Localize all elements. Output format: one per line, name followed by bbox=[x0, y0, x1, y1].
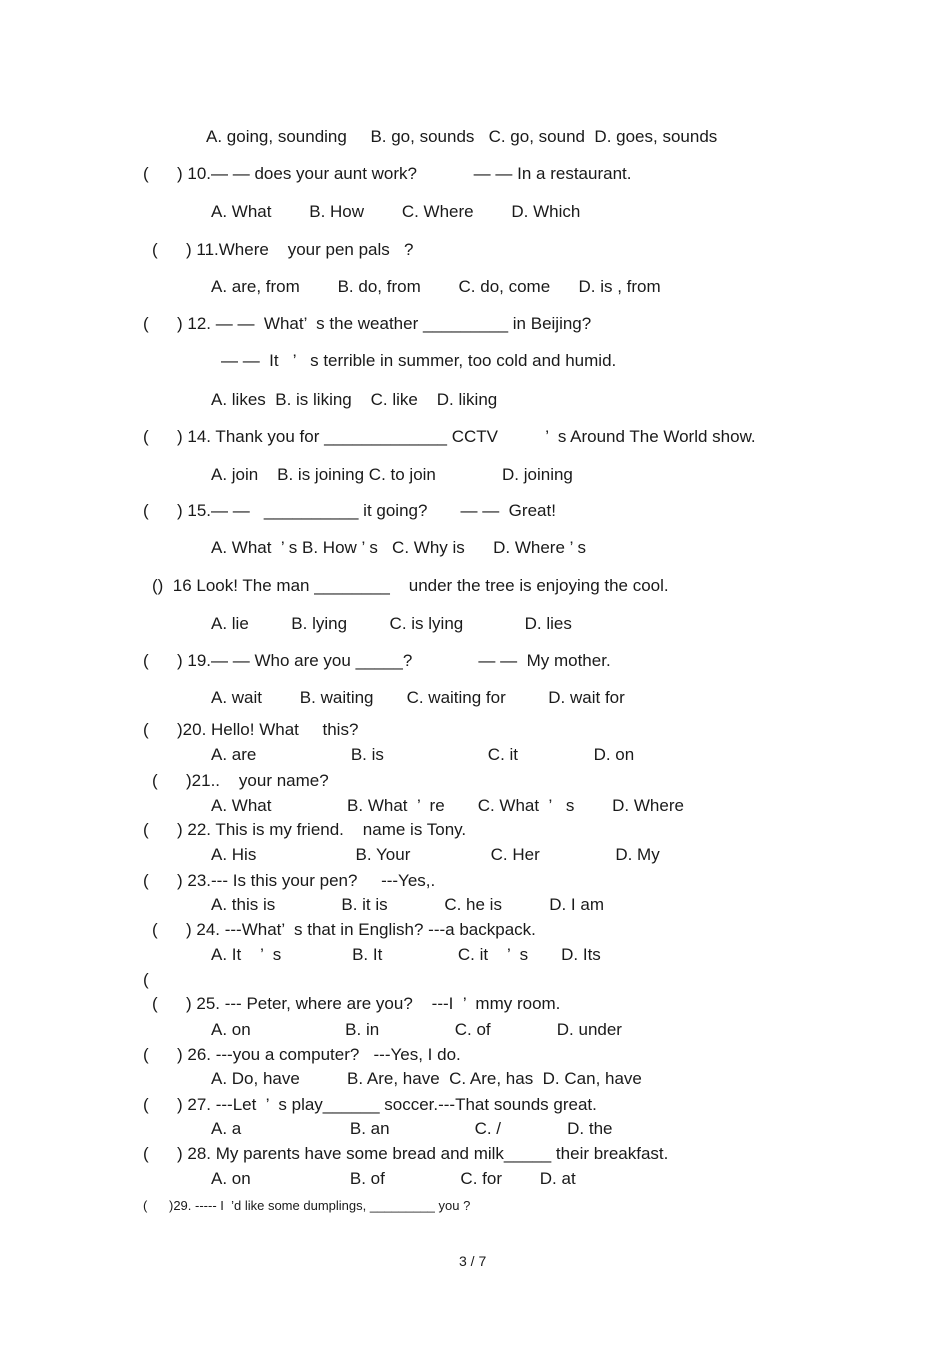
q25-question: ( ) 25. --- Peter, where are you? ---I ’ mmy room. bbox=[152, 994, 561, 1013]
q20-question: ( )20. Hello! What this? bbox=[143, 720, 359, 739]
q15-options: A. What ’ s B. How ’ s C. Why is D. Where ’ s bbox=[211, 538, 587, 557]
q22-question: ( ) 22. This is my friend. name is Tony. bbox=[143, 820, 467, 839]
q9-options: A. going, sounding B. go, sounds C. go, sound D. goes, sounds bbox=[206, 127, 718, 146]
q21-options: A. What B. What ’ re C. What ’ s D. Where bbox=[211, 796, 684, 815]
q12-dialogue: — — It ’ s terrible in summer, too cold and humid. bbox=[221, 351, 617, 370]
q26-question: ( ) 26. ---you a computer? ---Yes, I do. bbox=[143, 1045, 461, 1064]
q24-question: ( ) 24. ---What’ s that in English? ---a backpack. bbox=[152, 920, 536, 939]
q19-question: ( ) 19.— — Who are you _____? — — My mother. bbox=[143, 651, 611, 670]
q23-options: A. this is B. it is C. he is D. I am bbox=[211, 895, 604, 914]
q12-question: ( ) 12. — — What’ s the weather _________ in Beijing? bbox=[143, 314, 592, 333]
q24-options: A. It ’ s B. It C. it ’ s D. Its bbox=[211, 945, 601, 964]
q14-question: ( ) 14. Thank you for _____________ CCTV ’ s Around The World show. bbox=[143, 427, 756, 446]
q22-options: A. His B. Your C. Her D. My bbox=[211, 845, 660, 864]
q27-question: ( ) 27. ---Let ’ s play______ soccer.---That sounds great. bbox=[143, 1095, 597, 1114]
q27-options: A. a B. an C. / D. the bbox=[211, 1119, 613, 1138]
page-number: 3 / 7 bbox=[459, 1253, 487, 1269]
q11-question: ( ) 11.Where your pen pals ? bbox=[152, 240, 414, 259]
q28-question: ( ) 28. My parents have some bread and milk_____ their breakfast. bbox=[143, 1144, 669, 1163]
q16-options: A. lie B. lying C. is lying D. lies bbox=[211, 614, 572, 633]
q10-question: ( ) 10.— — does your aunt work? — — In a restaurant. bbox=[143, 164, 632, 183]
q16-question: () 16 Look! The man ________ under the tree is enjoying the cool. bbox=[152, 576, 669, 595]
q26-options: A. Do, have B. Are, have C. Are, has D. Can, have bbox=[211, 1069, 642, 1088]
q25-options: A. on B. in C. of D. under bbox=[211, 1020, 622, 1039]
q14-options: A. join B. is joining C. to join D. joining bbox=[211, 465, 573, 484]
q21-question: ( )21.. your name? bbox=[152, 771, 329, 790]
q23-question: ( ) 23.--- Is this your pen? ---Yes,. bbox=[143, 871, 436, 890]
q20-options: A. are B. is C. it D. on bbox=[211, 745, 635, 764]
q12-options: A. likes B. is liking C. like D. liking bbox=[211, 390, 498, 409]
q29-question: ( )29. ----- I ’d like some dumplings, _________ you ? bbox=[143, 1198, 471, 1213]
q19-options: A. wait B. waiting C. waiting for D. wait for bbox=[211, 688, 625, 707]
q11-options: A. are, from B. do, from C. do, come D. is , from bbox=[211, 277, 661, 296]
stray-bracket: ( bbox=[143, 970, 149, 989]
q15-question: ( ) 15.— — __________ it going? — — Great! bbox=[143, 501, 556, 520]
q10-options: A. What B. How C. Where D. Which bbox=[211, 202, 581, 221]
q28-options: A. on B. of C. for D. at bbox=[211, 1169, 576, 1188]
